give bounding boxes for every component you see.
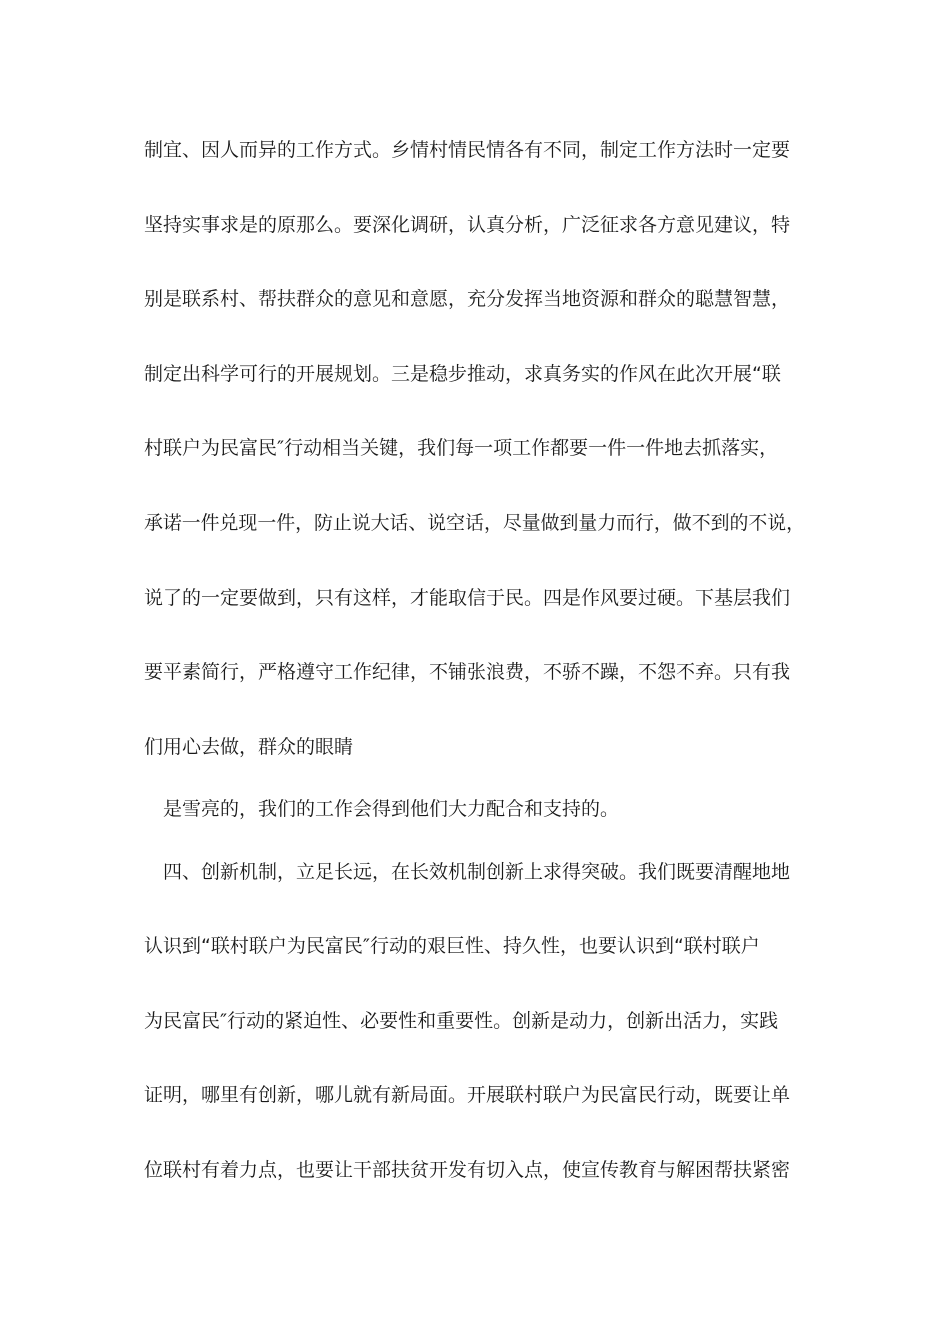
text-line: 制宜、因人而异的工作方式。乡情村情民情各有不同，制定工作方法时一定要 (144, 139, 791, 161)
text-line: 要平素简行，严格遵守工作纪律，不铺张浪费，不骄不躁，不怨不弃。只有我 (144, 661, 791, 683)
text-line: 制定出科学可行的开展规划。三是稳步推动，求真务实的作风在此次开展“联 (144, 363, 781, 385)
text-line: 说了的一定要做到，只有这样，才能取信于民。四是作风要过硬。下基层我们 (144, 587, 791, 609)
text-line: 证明，哪里有创新，哪儿就有新局面。开展联村联户为民富民行动，既要让单 (144, 1084, 791, 1106)
text-line: 为民富民″行动的紧迫性、必要性和重要性。创新是动力，创新出活力，实践 (144, 1010, 779, 1032)
paragraph-heading-line: 四、创新机制，立足长远，在长效机制创新上求得突破。我们既要清醒地地 (163, 861, 791, 883)
text-line: 位联村有着力点，也要让干部扶贫开发有切入点，使宣传教育与解困帮扶紧密 (144, 1159, 791, 1181)
text-line: 承诺一件兑现一件，防止说大话、说空话，尽量做到量力而行，做不到的不说， (144, 512, 806, 534)
text-line: 们用心去做，群众的眼睛 (144, 736, 354, 758)
text-line: 坚持实事求是的原那么。要深化调研，认真分析，广泛征求各方意见建议，特 (144, 214, 791, 236)
text-line: 认识到“联村联户为民富民″行动的艰巨性、持久性，也要认识到“联村联户 (144, 935, 760, 957)
text-line: 村联户为民富民″行动相当关键，我们每一项工作都要一件一件地去抓落实， (144, 437, 779, 459)
text-line: 是雪亮的，我们的工作会得到他们大力配合和支持的。 (163, 798, 620, 820)
text-line: 别是联系村、帮扶群众的意见和意愿，充分发挥当地资源和群众的聪慧智慧， (144, 288, 791, 310)
